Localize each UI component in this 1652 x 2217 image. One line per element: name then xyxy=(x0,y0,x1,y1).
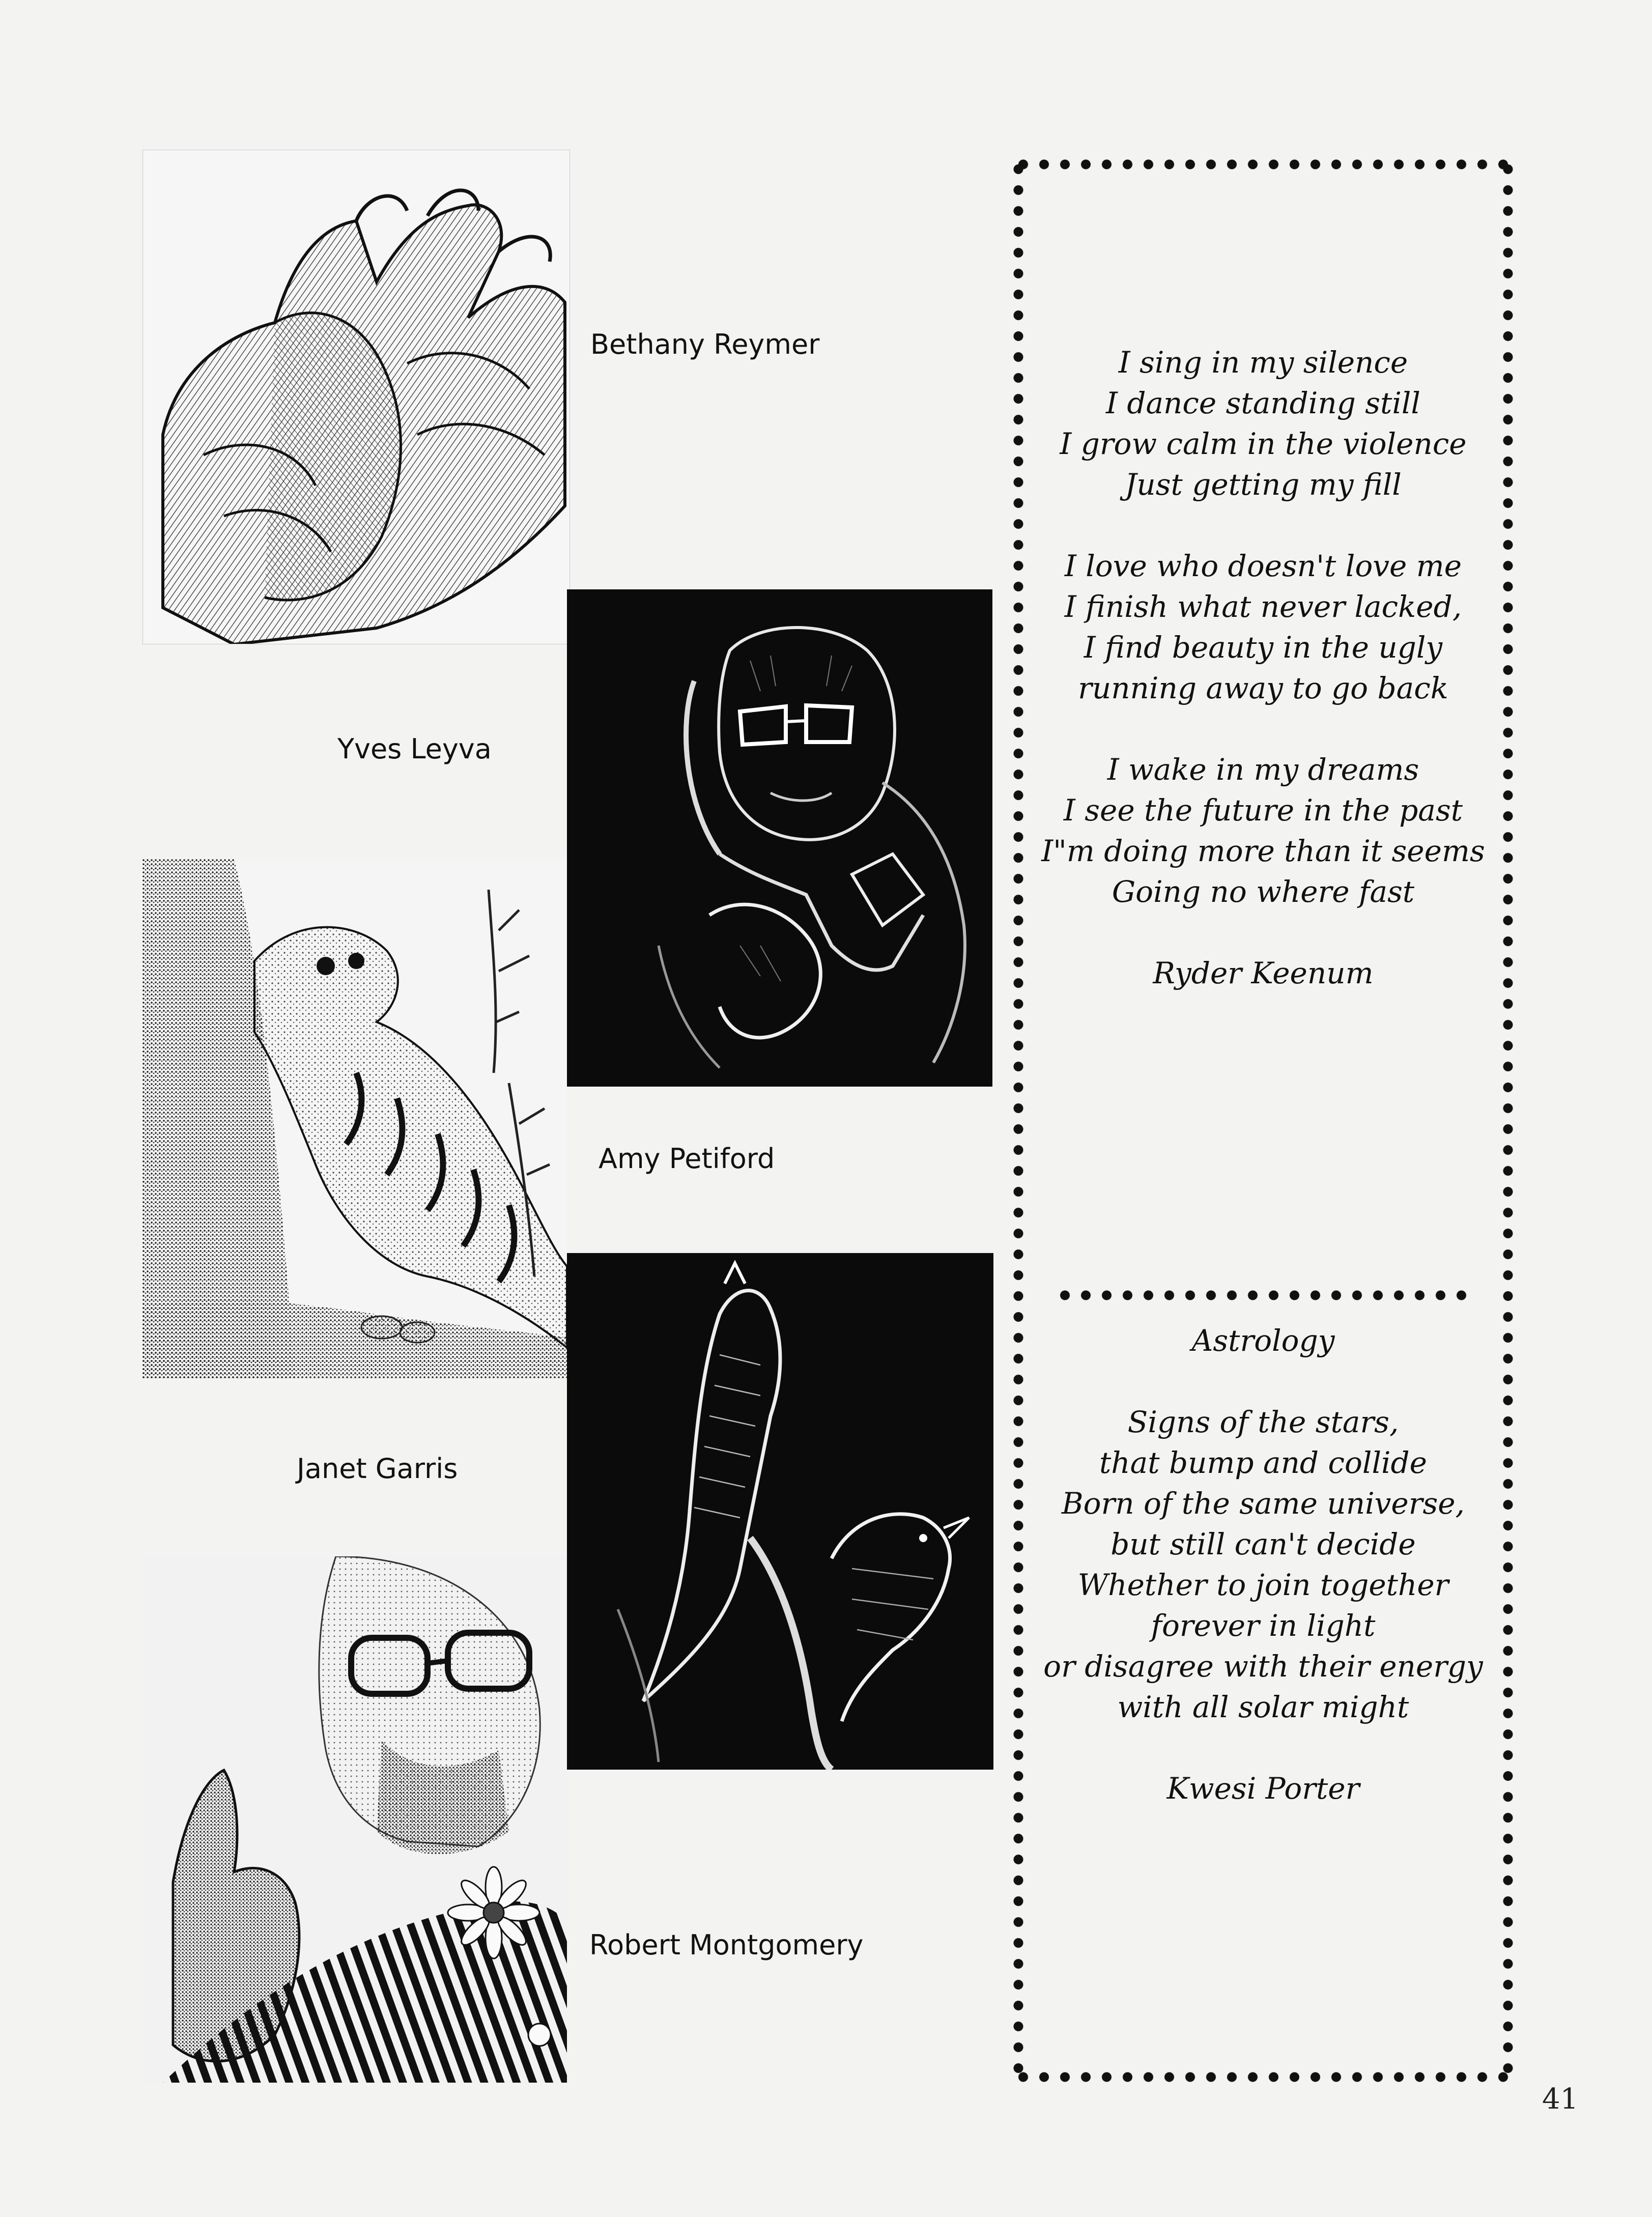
dotted-divider xyxy=(1055,1290,1472,1301)
artwork-tiger xyxy=(143,859,567,1378)
poem-line: I find beauty in the ugly xyxy=(1084,630,1443,665)
hands-drawing xyxy=(143,150,570,644)
poem-stanza xyxy=(1033,546,1493,708)
portrait-scratchboard xyxy=(567,589,992,1087)
poem-author: Ryder Keenum xyxy=(1153,956,1374,990)
poem-line: with all solar might xyxy=(1117,1690,1409,1724)
poem-line: I dance standing still xyxy=(1106,386,1420,420)
artwork-birds xyxy=(567,1253,993,1770)
caption-artist: Bethany Reymer xyxy=(590,328,820,360)
artwork-hands xyxy=(143,150,570,644)
poem-line: or disagree with their energy xyxy=(1043,1649,1483,1684)
poem-line: Signs of the stars, xyxy=(1127,1405,1399,1439)
poem-line: Going no where fast xyxy=(1112,874,1415,909)
show-through-text xyxy=(570,275,591,351)
poem-line: forever in light xyxy=(1151,1608,1376,1643)
dotted-border-left xyxy=(1013,159,1024,2083)
old-man-stipple-drawing xyxy=(143,1556,567,2083)
artwork-portrait-sunglasses xyxy=(567,589,992,1087)
caption-artist: Amy Petiford xyxy=(599,1143,775,1175)
caption-artist: Robert Montgomery xyxy=(589,1929,864,1961)
poem-line: running away to go back xyxy=(1078,671,1448,705)
page-number: 41 xyxy=(1542,2083,1579,2116)
poem-line: I wake in my dreams xyxy=(1107,752,1419,787)
poem-line: that bump and collide xyxy=(1099,1445,1428,1480)
poem-2 xyxy=(1033,1320,1493,1809)
tiger-stipple-drawing xyxy=(143,859,567,1378)
poem-line: but still can't decide xyxy=(1110,1527,1416,1561)
poem-author: Kwesi Porter xyxy=(1166,1771,1360,1806)
poem-line: Whether to join together xyxy=(1077,1568,1449,1602)
dotted-border-top xyxy=(1013,159,1514,170)
poem-line: I finish what never lacked, xyxy=(1064,589,1462,624)
poem-line: I grow calm in the violence xyxy=(1060,427,1467,461)
poem-line: I sing in my silence xyxy=(1118,345,1408,380)
poem-line: I see the future in the past xyxy=(1063,793,1463,828)
poem-line: I love who doesn't love me xyxy=(1064,549,1462,583)
poem-line: Just getting my fill xyxy=(1125,467,1402,502)
dotted-border-right xyxy=(1502,159,1514,2083)
caption-artist: Yves Leyva xyxy=(337,733,492,765)
poem-line: I"m doing more than it seems xyxy=(1041,834,1485,868)
poem-stanza xyxy=(1033,1402,1493,1727)
poem-title xyxy=(1033,1320,1493,1361)
poem-title-text: Astrology xyxy=(1191,1323,1335,1358)
birds-scratchboard xyxy=(567,1253,993,1770)
caption-artist: Janet Garris xyxy=(297,1453,458,1485)
artwork-old-man xyxy=(143,1556,567,2083)
poem-1 xyxy=(1033,342,1493,993)
poem-stanza xyxy=(1033,342,1493,505)
dotted-border-bottom xyxy=(1013,2071,1514,2083)
poem-line: Born of the same universe, xyxy=(1061,1486,1465,1521)
poem-stanza xyxy=(1033,749,1493,912)
